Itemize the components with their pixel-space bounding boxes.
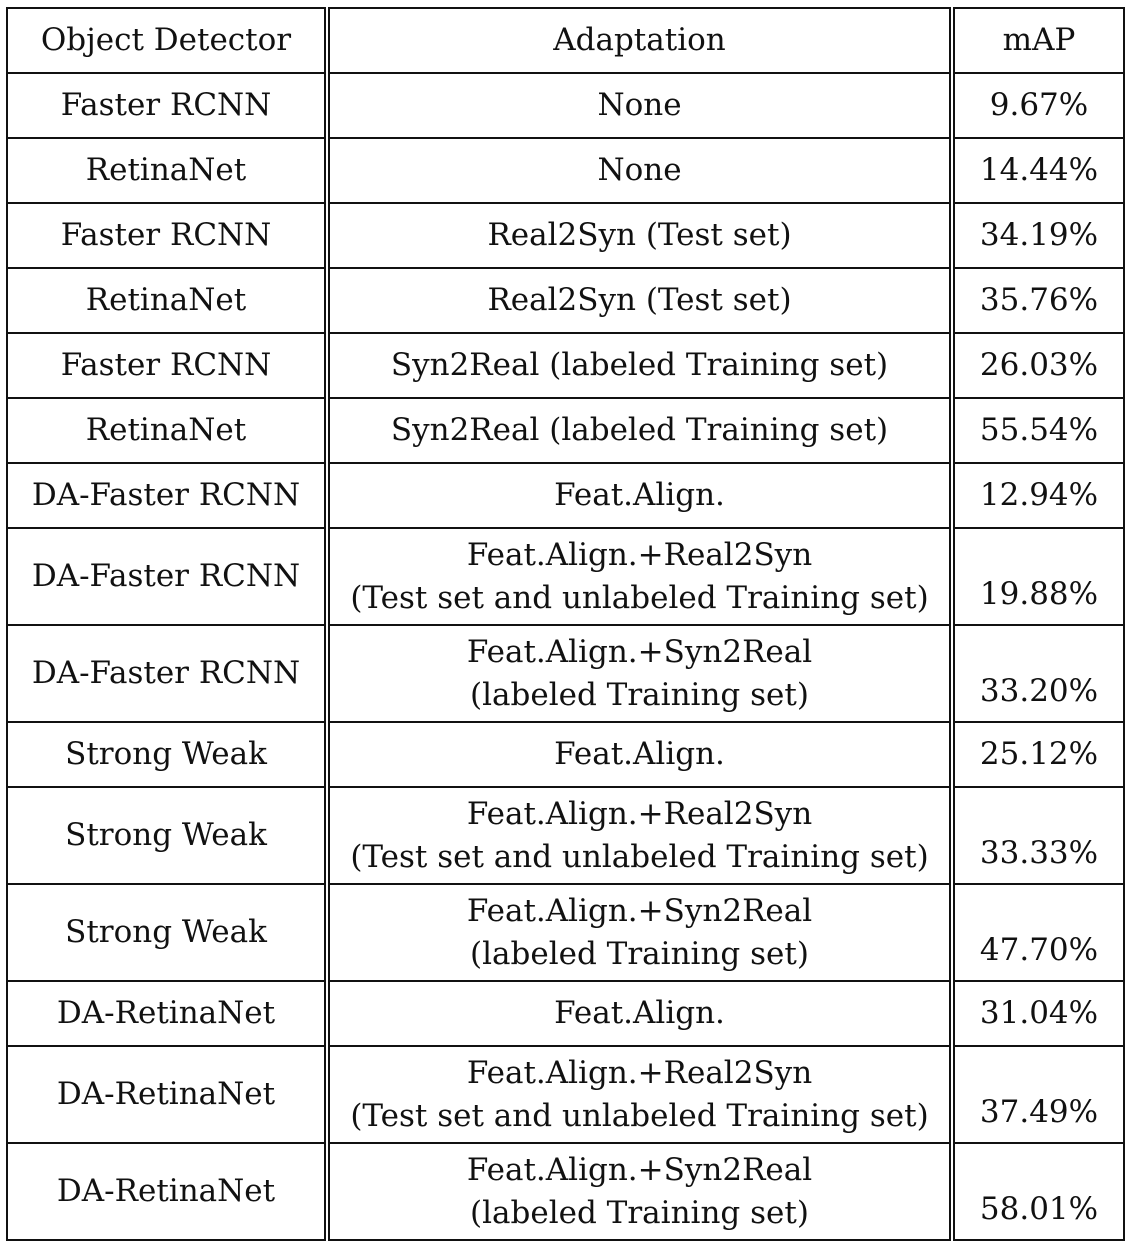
table-row (7, 625, 1124, 722)
table-row (7, 333, 1124, 398)
object-detector-cell: RetinaNet (7, 268, 327, 333)
adaptation-cell (327, 1143, 952, 1240)
object-detector-cell: RetinaNet (7, 398, 327, 463)
header-row (7, 8, 1124, 73)
adaptation-line: (Test set and unlabeled Training set) (350, 579, 929, 616)
adaptation-line: Syn2Real (labeled Training set) (390, 347, 889, 383)
table-row (7, 884, 1124, 981)
adaptation-line: Feat.Align.+Syn2Real (466, 633, 813, 670)
map-cell: 25.12% (952, 722, 1124, 787)
adaptation-cell (327, 625, 952, 722)
adaptation-cell (327, 333, 952, 398)
adaptation-cell (327, 787, 952, 884)
adaptation-cell (327, 884, 952, 981)
adaptation-cell (327, 1046, 952, 1143)
map-cell: 55.54% (952, 398, 1124, 463)
object-detector-cell: Faster RCNN (7, 203, 327, 268)
map-cell: 9.67% (952, 73, 1124, 138)
adaptation-cell (327, 981, 952, 1046)
table-row (7, 1143, 1124, 1240)
adaptation-cell (327, 398, 952, 463)
table-row (7, 138, 1124, 203)
adaptation-cell (327, 463, 952, 528)
adaptation-line: Feat.Align.+Syn2Real (466, 1151, 813, 1188)
object-detector-cell: DA-RetinaNet (7, 1046, 327, 1143)
object-detector-cell: Strong Weak (7, 722, 327, 787)
object-detector-cell: DA-Faster RCNN (7, 463, 327, 528)
object-detector-cell: DA-Faster RCNN (7, 528, 327, 625)
adaptation-cell (327, 528, 952, 625)
adaptation-line: Feat.Align. (554, 736, 725, 772)
object-detector-cell: DA-Faster RCNN (7, 625, 327, 722)
map-cell: 33.33% (952, 787, 1124, 884)
adaptation-line: (labeled Training set) (470, 676, 809, 713)
adaptation-line: Feat.Align.+Real2Syn (466, 1054, 813, 1091)
table-row (7, 203, 1124, 268)
adaptation-cell (327, 268, 952, 333)
adaptation-line: (Test set and unlabeled Training set) (350, 838, 929, 875)
map-cell: 47.70% (952, 884, 1124, 981)
map-cell: 37.49% (952, 1046, 1124, 1143)
table-row (7, 981, 1124, 1046)
table-row (7, 398, 1124, 463)
table-row (7, 787, 1124, 884)
adaptation-line: Feat.Align. (554, 477, 725, 513)
object-detector-cell: RetinaNet (7, 138, 327, 203)
table-row (7, 268, 1124, 333)
adaptation-line: (labeled Training set) (470, 935, 809, 972)
object-detector-cell: Faster RCNN (7, 73, 327, 138)
table-row (7, 73, 1124, 138)
results-table (6, 7, 1125, 1241)
map-cell: 31.04% (952, 981, 1124, 1046)
adaptation-line: Feat.Align. (554, 995, 725, 1031)
adaptation-line: (Test set and unlabeled Training set) (350, 1097, 929, 1134)
adaptation-line: Feat.Align.+Real2Syn (466, 795, 813, 832)
map-cell: 26.03% (952, 333, 1124, 398)
map-cell-best: 58.01% (952, 1143, 1124, 1240)
map-cell: 19.88% (952, 528, 1124, 625)
map-cell: 12.94% (952, 463, 1124, 528)
adaptation-line: (labeled Training set) (470, 1194, 809, 1231)
adaptation-line: Feat.Align.+Syn2Real (466, 892, 813, 929)
table-row (7, 463, 1124, 528)
object-detector-cell: Faster RCNN (7, 333, 327, 398)
adaptation-cell (327, 203, 952, 268)
object-detector-cell: Strong Weak (7, 787, 327, 884)
map-cell: 33.20% (952, 625, 1124, 722)
header-object-detector: Object Detector (7, 8, 327, 73)
adaptation-line: None (597, 87, 682, 123)
object-detector-cell: Strong Weak (7, 884, 327, 981)
adaptation-line: None (597, 152, 682, 188)
adaptation-line: Feat.Align.+Real2Syn (466, 536, 813, 573)
table-row (7, 528, 1124, 625)
map-cell: 14.44% (952, 138, 1124, 203)
table-body (7, 73, 1124, 1240)
map-cell: 35.76% (952, 268, 1124, 333)
object-detector-cell: DA-RetinaNet (7, 981, 327, 1046)
adaptation-line: Real2Syn (Test set) (487, 282, 792, 318)
adaptation-line: Syn2Real (labeled Training set) (390, 412, 889, 448)
table-row (7, 722, 1124, 787)
map-cell: 34.19% (952, 203, 1124, 268)
object-detector-cell: DA-RetinaNet (7, 1143, 327, 1240)
table-row (7, 1046, 1124, 1143)
adaptation-cell (327, 138, 952, 203)
adaptation-cell (327, 722, 952, 787)
adaptation-line: Real2Syn (Test set) (487, 217, 792, 253)
header-adaptation: Adaptation (327, 8, 952, 73)
header-map: mAP (952, 8, 1124, 73)
adaptation-cell (327, 73, 952, 138)
